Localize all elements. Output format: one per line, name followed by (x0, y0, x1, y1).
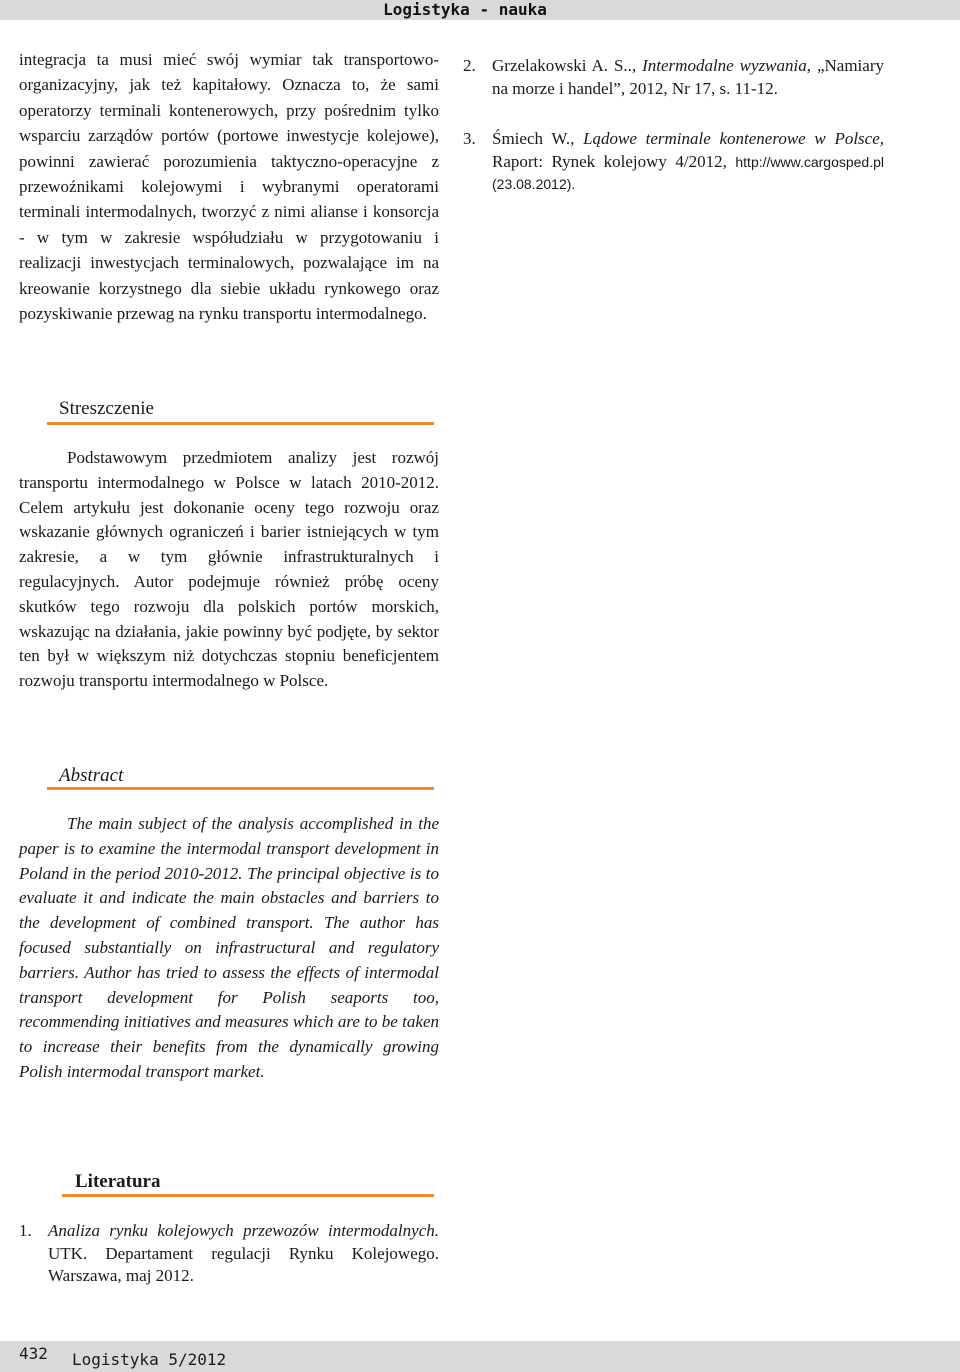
abstract-heading: Abstract (59, 765, 124, 786)
literatura-heading: Literatura (75, 1171, 161, 1192)
reference-number: 1. (19, 1221, 32, 1240)
reference-title: Lądowe terminale kontenerowe w Polsce, (583, 129, 885, 148)
reference-item-1 (19, 1220, 439, 1288)
reference-item-3 (463, 128, 884, 196)
abstract-text-content: The main subject of the analysis accomplished in the paper is to examine the intermodal transport development in Poland in the period 2010-2012. The principal objective is to evaluate it and indicate the main obstacles and barriers to the development of combined transport. The author has focused substantially on infrastructural and regulatory barriers. Author has tried to assess the effects of intermodal transport development for Polish seaports too, recommending initiatives and measures which are to be taken to increase their benefits from the dynamically growing Polish intermodal transport market. (19, 814, 439, 1081)
reference-number: 2. (463, 56, 476, 75)
journal-issue-label: Logistyka 5/2012 (72, 1350, 227, 1369)
reference-item-2 (463, 55, 884, 100)
abstract-rule (47, 787, 434, 790)
page-number: 432 (19, 1344, 48, 1363)
reference-authors: Grzelakowski A. S.., (492, 56, 637, 75)
reference-details: Raport: Rynek kolejowy 4/2012, (492, 151, 727, 171)
streszczenie-heading: Streszczenie (59, 398, 154, 419)
reference-text (463, 55, 884, 100)
streszczenie-text (19, 446, 439, 694)
reference-url-link[interactable]: http://www.cargosped.pl (23.08.2012). (492, 153, 885, 192)
reference-number: 3. (463, 129, 476, 148)
streszczenie-rule (47, 422, 434, 425)
reference-title: Intermodalne wyzwania, (642, 56, 811, 75)
literatura-rule (62, 1194, 434, 1197)
abstract-text (19, 812, 439, 1085)
reference-title: Analiza rynku kolejowych przewozów intermodalnych. (48, 1221, 439, 1240)
reference-authors: Śmiech W., (492, 129, 575, 148)
intro-paragraph: integracja ta musi mieć swój wymiar tak transportowo-organizacyjny, jak też kapitałowy. Oznacza to, że sami operatorzy terminali kontenerowych, przy pośrednim tylko wsparciu zarządów portów (portowe inwestycje kolejowe), powinni zawierać porozumienia taktyczno-operacyjne z przewoźnikami kolejowymi i wybranymi operatorami terminali intermodalnych, tworzyć z nimi alianse i konsorcja - w tym w zakresie współudziału w przygotowaniu i realizacji inwestycjach terminalowych, pozwalające im na kreowanie korzystnego dla siebie układu rynkowego oraz pozyskiwanie przewag na rynku transportu intermodalnego. (19, 50, 439, 324)
running-header-title: Logistyka - nauka (383, 0, 547, 19)
streszczenie-text-content: Podstawowym przedmiotem analizy jest rozwój transportu intermodalnego w Polsce w latach 2010-2012. Celem artykułu jest dokonanie oceny tego rozwoju oraz wskazanie głównych ograniczeń i barier istniejących w tym zakresie, a w tym głównie infrastrukturalnych i regulacyjnych. Autor podejmuje również próbę oceny skutków tego rozwoju dla polskich portów morskich, wskazując na działania, jakie powinny być podjęte, by sektor ten był w większym niż dotychczas stopniu beneficjentem rozwoju transportu intermodalnego w Polsce. (19, 448, 439, 691)
reference-text (19, 1220, 439, 1288)
reference-text (463, 128, 884, 196)
reference-details: „Namiary na morze i handel”, 2012, Nr 17, s. 11-12. (492, 56, 884, 98)
reference-details: UTK. Departament regulacji Rynku Kolejowego. Warszawa, maj 2012. (48, 1243, 439, 1285)
